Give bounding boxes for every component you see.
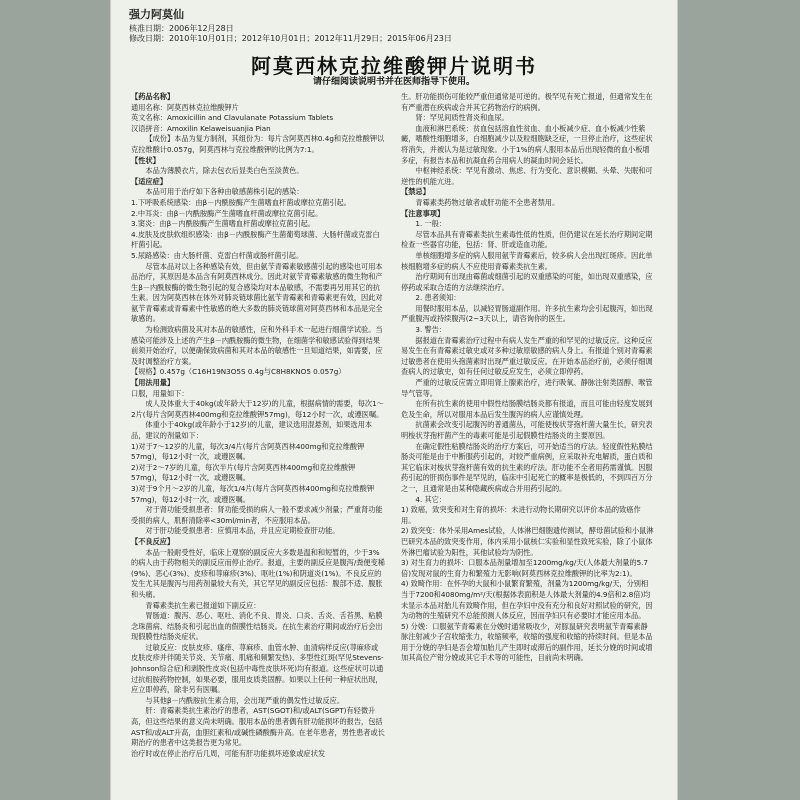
paragraph: 英文名称：Amoxicillin and Clavulanate Potassium Tablets [131,113,334,123]
paragraph: 青霉素类药物过敏者或肝功能不全患者禁用。 [415,197,560,207]
paragraph: 肝：青霉素类抗生素治疗的患者，AST(SGOT)和/或ALT(SGPT)有轻微升高，但这些结果的意义尚未明确。服用本品的患者偶有肝功能损坏的报告，包括AST和/或ALT升高，血胆红素和/或碱性磷酸酶升高。在老年患者，男性患者或长期治疗的患者中这类报告更为常见。 [131,706,385,748]
paragraph: 抗菌素会改变引起腹泻的普通菌丛，可能使梭状芽孢杆菌大量生长，研究表明梭状芽孢杆菌产生的毒素可能是引起假膜性结肠炎的主要原因。 [401,420,653,440]
paragraph: 本品一般耐受性好，临床上观察的副反应大多数是温和和短暂的，少于3%的病人由于药物相关的副反应而停止治疗。报道，主要的副反应是腹泻/粪便变稀(9%)、恶心(3%)、皮疹和荨麻疹(3%)、呕吐(1%)和阴道炎(1%)。不良反应的发生尤其是腹泻与用药剂量较大有关，其它罕见的副反应包括：腹部不适、腹胀和头痛。 [131,547,385,599]
brand-name: 强力阿莫仙 [129,8,184,21]
section-heading: 【性状】 [131,155,160,165]
paragraph: 5.尿路感染：由大肠杆菌、克雷白杆菌或肠杆菌引起。 [131,250,304,260]
paragraph: 体重小于40kg(或年龄小于12岁)的儿童，建议选用混悬剂，如果选用本品，建议的剂量如下： [131,420,373,440]
paragraph: 为检测致病菌及其对本品的敏感性，应和外科手术一起进行细菌学试验。当感染可能涉及上述的产生β－内酰胺酶的微生物，在细菌学和敏感试验得到结果前须开始治疗，以便确保致病菌和其对本品的敏感性一旦知道结果，如需要，应及时调整治疗方案。 [131,325,383,366]
approval-date: 核准日期：2006年12月28日 [129,24,234,33]
paragraph: 生。肝功能损伤可能较严重但通常是可逆的。极罕见有死亡报道，但通常发生在有严重潜在疾病或合并其它药物治疗的病例。 [401,92,653,112]
paragraph: 通用名称：阿莫西林克拉维酸钾片 [131,102,239,112]
paragraph: 3. 警告： [415,325,447,335]
paragraph: 用餐时服用本品，以减轻胃肠道副作用。许多抗生素均会引起腹泻，如出现严重腹泻或持续腹泻(2~3天以上，请咨询你的医生。 [401,303,653,324]
paragraph: 汉语拼音：Amoxilin Kelaweisuanjia Pian [131,123,271,133]
paragraph: 1. 一般： [415,219,447,229]
revision-dates: 修改日期：2010年10月01日；2012年10月01日；2012年11月29日；2015年06月23日 [129,34,452,43]
paragraph: 1.下呼吸系统感染：由β－内酰胺酶产生菌嗜血杆菌或摩拉克菌引起。 [131,197,351,207]
paragraph: 4.皮肤及皮肤软组织感染：由β－内酰胺酶产生菌葡萄球菌、大肠杆菌或克雷白杆菌引起。 [131,229,380,250]
header-block [129,8,609,44]
paragraph: 尽管本品对以上各种感染有效，但由氨苄青霉素敏感菌引起的感染也可用本品治疗，其原因是本品含有阿莫西林成分。因此对氨苄青霉素敏感的微生物和产生β－内酰胺酶的微生物引起的复合感染均对本品敏感，不需要再另用其它的抗生素。因为阿莫西林在体外对肺炎链球菌比氨苄青霉素和青霉素更有效，因此对氨苄青霉素或青霉素中性敏感的绝大多数的肺炎链球菌对阿莫西林和本品是完全敏感的。 [131,261,383,324]
paragraph: 【成份】本品为复方制剂，其组份为：每片含阿莫西林0.4g和克拉维酸钾以克拉维酸计0.057g，阿莫西林与克拉维酸钾的比例为7:1。 [131,134,385,154]
paragraph: 严重的过敏反应需立即用肾上腺素治疗，进行吸氧、静脉注射类固醇、喉管导气管等。 [401,378,653,398]
paragraph: 1)对于7～12岁的儿童，每次3/4片(每片含阿莫西林400mg和克拉维酸钾57mg)，每12小时一次，或遵医嘱。 [131,441,365,462]
section-heading: 【注意事项】 [401,208,445,218]
paragraph: 尽管本品具有青霉素类抗生素毒性低的性质，但仍建议在延长治疗期间定期检查一些器官功能，包括：肾、肝或造血功能。 [401,229,653,250]
paragraph: 对于肝功能受损患者：应慎用本品，并且应定期检查肝功能。 [145,526,340,536]
paragraph: 1) 致癌，致突变和对生育的损坏：未进行动物长期研究以评价本品的致癌作用。 [401,505,641,525]
paragraph: 单核细胞增多症的病人服用氨苄青霉素后，较多病人会出现红斑疹。因此单核细胞增多症的病人不应使用青霉素类抗生素。 [401,250,653,271]
leaflet-sheet [110,0,678,800]
paragraph: 肾：罕见间质性肾炎和血尿。 [415,113,509,123]
paragraph: 4. 其它： [415,494,447,504]
paragraph: 青霉素类抗生素已报道如下副反应： [145,600,261,610]
paragraph: 2.中耳炎：由β－内酰胺酶产生菌嗜血杆菌或摩拉克菌引起。 [131,208,323,218]
paragraph: 【规格】0.457g（C16H19N3O5S 0.4g与C8H8KNO5 0.057g） [131,367,346,377]
section-heading: 【适应症】 [131,176,167,186]
paragraph: 血液和淋巴系统：贫血包括溶血性贫血、血小板减少症、血小板减少性紫癜，嗜酸性细胞增多，白细胞减少以及粒细胞缺乏症，一旦停止治疗，这些症状将消失，并被认为是过敏现象。小于1%的病人服用本品后出现轻微的血小板增多症，有报告本品和抗凝血药合用病人的凝血时间会延长。 [401,123,653,165]
document-subtitle: 请仔细阅读说明书并在医师指导下使用。 [312,77,475,87]
paragraph: 对于肾功能受损患者：肾功能受损的病人一般不要求减少剂量；严重肾功能受损的病人，肌酐清除率<30ml/min者，不应服用本品。 [131,505,383,525]
section-heading: 【不良反应】 [131,536,175,546]
paragraph: 2. 患者须知： [415,293,461,303]
paragraph: 3) 对生育力的损坏：口服本品剂量增加至1200mg/kg/天(人体最大剂量的5.7倍)发现对鼠的生育力和繁殖力无影响(阿莫西林克拉维酸钾的比率为2:1)。 [401,558,649,578]
paragraph: 在确定假性粘膜结肠炎的治疗方案后，可开始适当的疗法。轻度假性粘膜结肠炎可能是由于中断服药引起的，对较严重病例，应采取补充电解质，蛋白质和其它临床对梭状芽孢杆菌有效的抗生素的疗法。肝功能不全者用药需谨慎。因服药引起的肝损伤事件是罕见的，临床中引起死亡的概率是极低的，不到四百万分之一，且通常是由某种隐藏疾病或合并用药引起的。 [401,441,653,493]
paragraph: 胃肠道：腹泻、恶心、呕吐、消化不良、胃炎、口炎、舌炎、舌苔黑、粘膜念珠菌病、结肠炎和引起出血的假膜性结肠炎。在抗生素治疗期间或治疗后会出现假膜性结肠炎症状。 [131,611,383,642]
paragraph: 治疗期间有出现由霉菌或细菌引起的双重感染的可能，如出现双重感染，应停药或采取合适的方法继续治疗。 [401,272,653,292]
paragraph: 口服，用量如下： [131,388,189,398]
paragraph: 2)对于2～7岁的儿童，每次半片(每片含阿莫西林400mg和克拉维酸钾57mg)，每12小时一次，或遵医嘱。 [131,462,356,483]
paragraph: 过敏反应：皮肤皮疹、瘙痒、荨麻疹、血管水肿、血清病样反应(荨麻疹或皮肤皮疹并伴随关节炎、关节痛、肌痛和频繁发热)、多型性红斑(罕见Stevens-Johnson综合症)和剥脱性皮炎(包括中毒性皮肤坏死)均有报道。这些症状可以通过抗组胺药物控制，如果必要，服用皮质类固醇。如果以上任何一种症状出现，应立即停药，除非另有医嘱。 [131,642,384,695]
paragraph: 2) 致突变：体外采用Ames试验，人体淋巴细胞遗传测试，酵母菌试验和小鼠淋巴研究本品的致突变作用，体内采用小鼠核仁实验和显性致死实验，除了小鼠体外淋巴瘤试验为阳性，其他试验均为阴性。 [401,526,654,557]
section-heading: 【禁忌】 [401,187,430,197]
section-heading: 【用法用量】 [131,378,175,388]
right-column [401,92,655,800]
paragraph: 本品可用于治疗如下各种由敏感菌株引起的感染： [145,187,304,197]
paragraph: 3)对于9个月～2岁的儿童，每次1/4片(每片含阿莫西林400mg和克拉维酸钾57mg)，每12小时一次，或遵医嘱。 [131,483,375,504]
section-heading: 【药品名称】 [131,92,175,101]
paragraph: 3.窦炎：由β－内酰胺酶产生菌嗜血杆菌或摩拉克菌引起。 [131,219,315,229]
document-title: 阿莫西林克拉维酸钾片说明书 [251,54,537,78]
paragraph: 据报道在青霉素治疗过程中有病人发生严重的和罕见的过敏反应。这种反应易发生在有青霉素过敏史或对多种过敏原敏感的病人身上。有报道个别对青霉素过敏患者在使用头孢菌素时出现严重过敏反应。在开始本品治疗前，必须仔细调查病人的过敏史，如有任何过敏反应发生，必须立即停药。 [401,335,653,377]
paragraph: 在所有抗生素的使用中假性结肠膜结肠炎都有报道，而且可能由轻度发展到危及生命，所以对服用本品后发生腹泻的病人应谨慎处理。 [401,399,653,419]
paragraph: 本品为薄膜衣片，除去包衣后显类白色至淡黄色。 [145,166,304,176]
paragraph: 成人及体重大于40kg(或年龄大于12岁)的儿童，根据病情的需要，每次1～2片(每片含阿莫西林400mg和克拉维酸钾57mg)，每12小时一次，或遵医嘱。 [131,399,384,419]
paragraph: 5) 分娩：口服氨苄青霉素在分娩时通常吸收少，对豚鼠研究表明氨苄青霉素静脉注射减少子宫收缩张力，收缩频率，收缩的强度和收缩的持续时间。但是本品用于分娩的孕妇是否会增加胎儿产生即时或滞后的副作用，延长分娩的时间或增加其高位产钳分娩或其它手术等的可能性，目前尚未明确。 [401,621,653,663]
paragraph: 治疗时或在停止治疗后几周，可能有肝功能损坏迹象或症状发 [131,748,326,758]
left-column [131,92,385,800]
paragraph: 与其他β－内酰胺抗生素合用，会出现严重的偶发性过敏反应。 [145,695,345,705]
paragraph: 4) 致畸作用：在怀孕的大鼠和小鼠繁育繁殖，剂量为1200mg/kg/天，分别相当于7200和4080mg/m²/天(根据体表面积是人体最大剂量的4.9倍和2.8倍)均未显示本品对胎儿有致畸作用，但在孕妇中没有充分和良好对照试验的研究，因为动物的生殖研究不总能预测人体反应，因而孕妇只有必要时才能应用本品。 [401,579,653,621]
paragraph: 中枢神经系统：罕见有激动、焦虑、行为变化、意识模糊、头晕、失眠和可逆性的机能亢进。 [401,166,653,186]
